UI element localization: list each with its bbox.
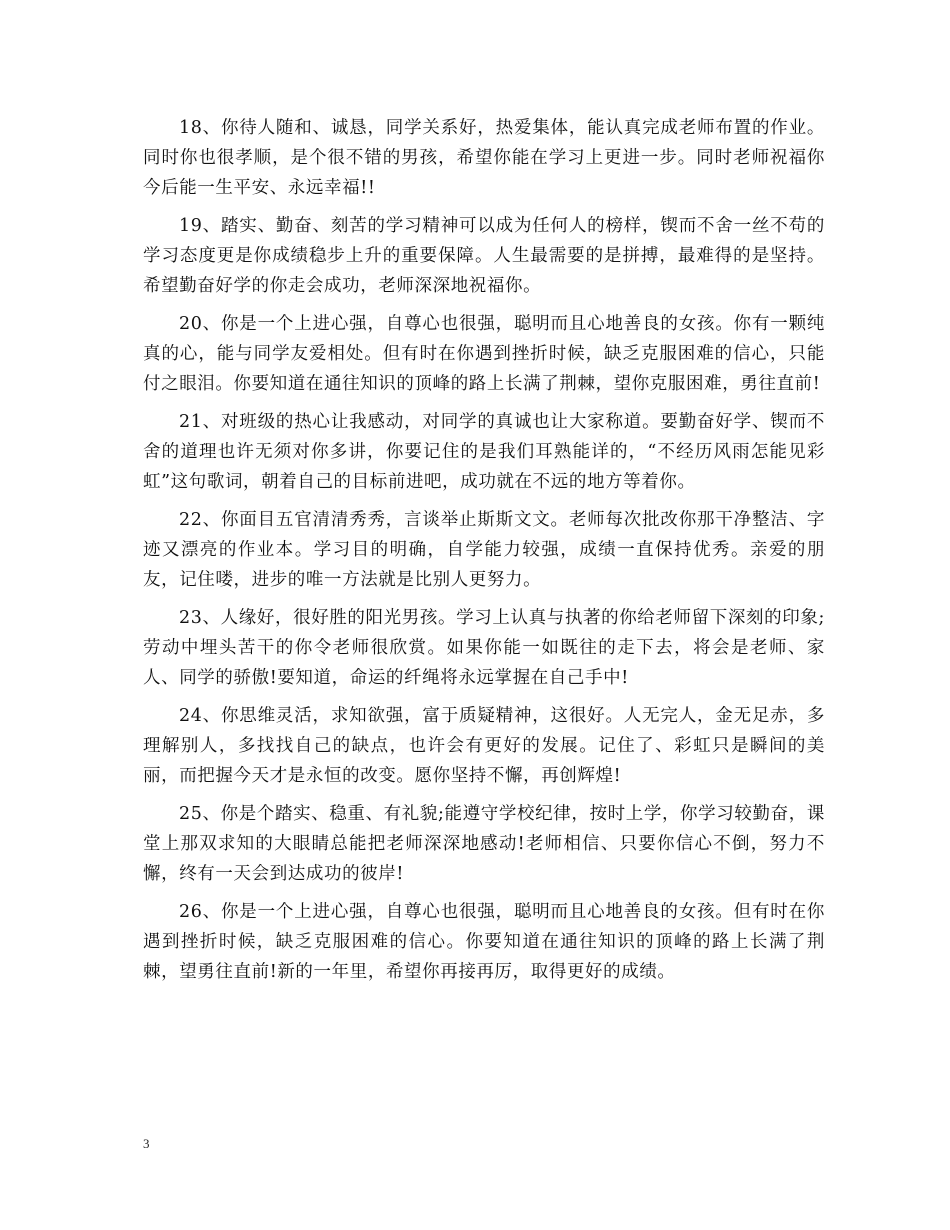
document-body — [143, 113, 825, 995]
paragraph-25: 25、你是个踏实、稳重、有礼貌;能遵守学校纪律，按时上学，你学习较勤奋，课堂上那双求知的大眼睛总能把老师深深地感动!老师相信、只要你信心不倒，努力不懈，终有一天会到达成功的彼岸! — [143, 804, 825, 884]
paragraph-21: 21、对班级的热心让我感动，对同学的真诚也让大家称道。要勤奋好学、锲而不舍的道理也许无须对你多讲，你要记住的是我们耳熟能详的，“不经历风雨怎能见彩虹”这句歌词，朝着自己的目标前进吧，成功就在不远的地方等着你。 — [143, 412, 825, 492]
page-number: 3 — [143, 1136, 150, 1151]
paragraph-19: 19、踏实、勤奋、刻苦的学习精神可以成为任何人的榜样，锲而不舍一丝不苟的学习态度更是你成绩稳步上升的重要保障。人生最需要的是拼搏，最难得的是坚持。希望勤奋好学的你走会成功，老师深深地祝福你。 — [143, 216, 825, 296]
paragraph-18: 18、你待人随和、诚恳，同学关系好，热爱集体，能认真完成老师布置的作业。同时你也很孝顺，是个很不错的男孩，希望你能在学习上更进一步。同时老师祝福你今后能一生平安、永远幸福!! — [143, 118, 825, 198]
paragraph-22: 22、你面目五官清清秀秀，言谈举止斯斯文文。老师每次批改你那干净整洁、字迹又漂亮的作业本。学习目的明确，自学能力较强，成绩一直保持优秀。亲爱的朋友，记住喽，进步的唯一方法就是比别人更努力。 — [143, 510, 825, 590]
paragraph-24: 24、你思维灵活，求知欲强，富于质疑精神，这很好。人无完人，金无足赤，多理解别人，多找找自己的缺点，也许会有更好的发展。记住了、彩虹只是瞬间的美丽，而把握今天才是永恒的改变。愿你坚持不懈，再创辉煌! — [143, 706, 825, 786]
paragraph-26: 26、你是一个上进心强，自尊心也很强，聪明而且心地善良的女孩。但有时在你遇到挫折时候，缺乏克服困难的信心。你要知道在通往知识的顶峰的路上长满了荆棘，望勇往直前!新的一年里，希望你再接再厉，取得更好的成绩。 — [143, 902, 825, 982]
paragraph-23: 23、人缘好，很好胜的阳光男孩。学习上认真与执著的你给老师留下深刻的印象;劳动中埋头苦干的你令老师很欣赏。如果你能一如既往的走下去，将会是老师、家人、同学的骄傲!要知道，命运的纤绳将永远掌握在自己手中! — [143, 608, 825, 688]
paragraph-20: 20、你是一个上进心强，自尊心也很强，聪明而且心地善良的女孩。你有一颗纯真的心，能与同学友爱相处。但有时在你遇到挫折时候，缺乏克服困难的信心，只能付之眼泪。你要知道在通往知识的顶峰的路上长满了荆棘，望你克服困难，勇往直前! — [143, 314, 825, 394]
